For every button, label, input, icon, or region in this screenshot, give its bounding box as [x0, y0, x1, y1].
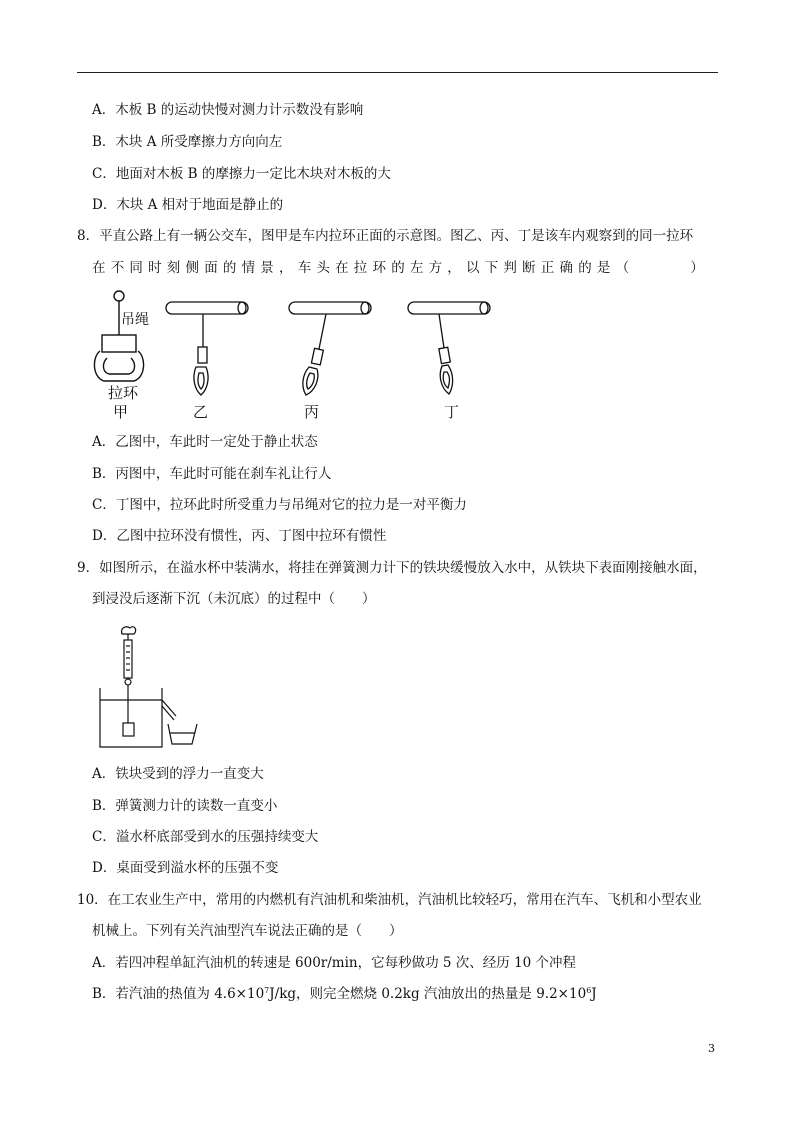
q9-stem-line2: 到浸没后逐渐下沉（未沉底）的过程中（ ） [92, 591, 376, 607]
q8-option-b: B．丙图中，车此时可能在刹车礼让行人 [92, 466, 332, 482]
q8-option-d: D．乙图中拉环没有惯性，丙、丁图中拉环有惯性 [92, 528, 387, 544]
q10-option-b [92, 988, 597, 1002]
prev-option-d: D．木块 A 相对于地面是静止的 [92, 197, 284, 213]
q9-option-d: D．桌面受到溢水杯的压强不变 [92, 860, 279, 876]
q10-option-b-exp1: 7 [264, 986, 270, 995]
figure-ding [408, 302, 490, 394]
q9-figure [92, 620, 212, 750]
q10-stem-line1: 10．在工农业生产中，常用的内燃机有汽油机和柴油机，汽油机比较轻巧，常用在汽车、飞机和小型农业 [77, 892, 702, 908]
q10-option-b-pre: B．若汽油的热值为 4.6×10 [92, 986, 265, 1002]
q10-stem-line2: 机械上。下列有关汽油型汽车说法正确的是（ ） [92, 923, 403, 939]
label-ring: 拉环 [108, 384, 139, 402]
label-rope: 吊绳 [121, 312, 149, 328]
q9-stem-line1: 9．如图所示，在溢水杯中装满水，将挂在弹簧测力计下的铁块缓慢放入水中，从铁块下表面刚接触水面， [77, 560, 707, 576]
prev-option-c: C．地面对木板 B 的摩擦力一定比木块对木板的大 [92, 166, 391, 182]
figure-bing [289, 302, 371, 395]
q9-option-b: B．弹簧测力计的读数一直变小 [92, 798, 278, 814]
q8-stem-line1: 8．平直公路上有一辆公交车，图甲是车内拉环正面的示意图。图乙、丙、丁是该车内观察到的同一拉环 [77, 228, 694, 244]
q10-option-a: A．若四冲程单缸汽油机的转速是 600r/min，它每秒做功 5 次、经历 10 个冲程 [92, 955, 577, 971]
q8-option-a: A．乙图中，车此时一定处于静止状态 [92, 434, 318, 450]
q9-option-a: A．铁块受到的浮力一直变大 [92, 766, 264, 782]
q10-option-b-post: J [591, 986, 597, 1002]
header-rule [77, 72, 718, 73]
figure-jia [94, 291, 143, 381]
prev-option-b: B．木块 A 所受摩擦力方向向左 [92, 134, 283, 150]
label-jia: 甲 [113, 403, 129, 421]
label-bing: 丙 [304, 403, 320, 421]
q8-stem-line2: 在不同时刻侧面的情景，车头在拉环的左方，以下判断正确的是（ ） [92, 260, 710, 276]
page-number: 3 [708, 1042, 715, 1055]
q8-figure [88, 285, 508, 425]
q8-option-c: C．丁图中，拉环此时所受重力与吊绳对它的拉力是一对平衡力 [92, 497, 467, 513]
label-ding: 丁 [444, 403, 460, 421]
q10-option-b-exp2: 6 [586, 986, 592, 995]
q10-option-b-mid: J/kg，则完全燃烧 0.2kg 汽油放出的热量是 9.2×10 [269, 986, 587, 1002]
figure-yi [166, 302, 248, 395]
q9-option-c: C．溢水杯底部受到水的压强持续变大 [92, 829, 319, 845]
label-yi: 乙 [193, 403, 209, 421]
prev-option-a: A．木板 B 的运动快慢对测力计示数没有影响 [92, 102, 364, 118]
